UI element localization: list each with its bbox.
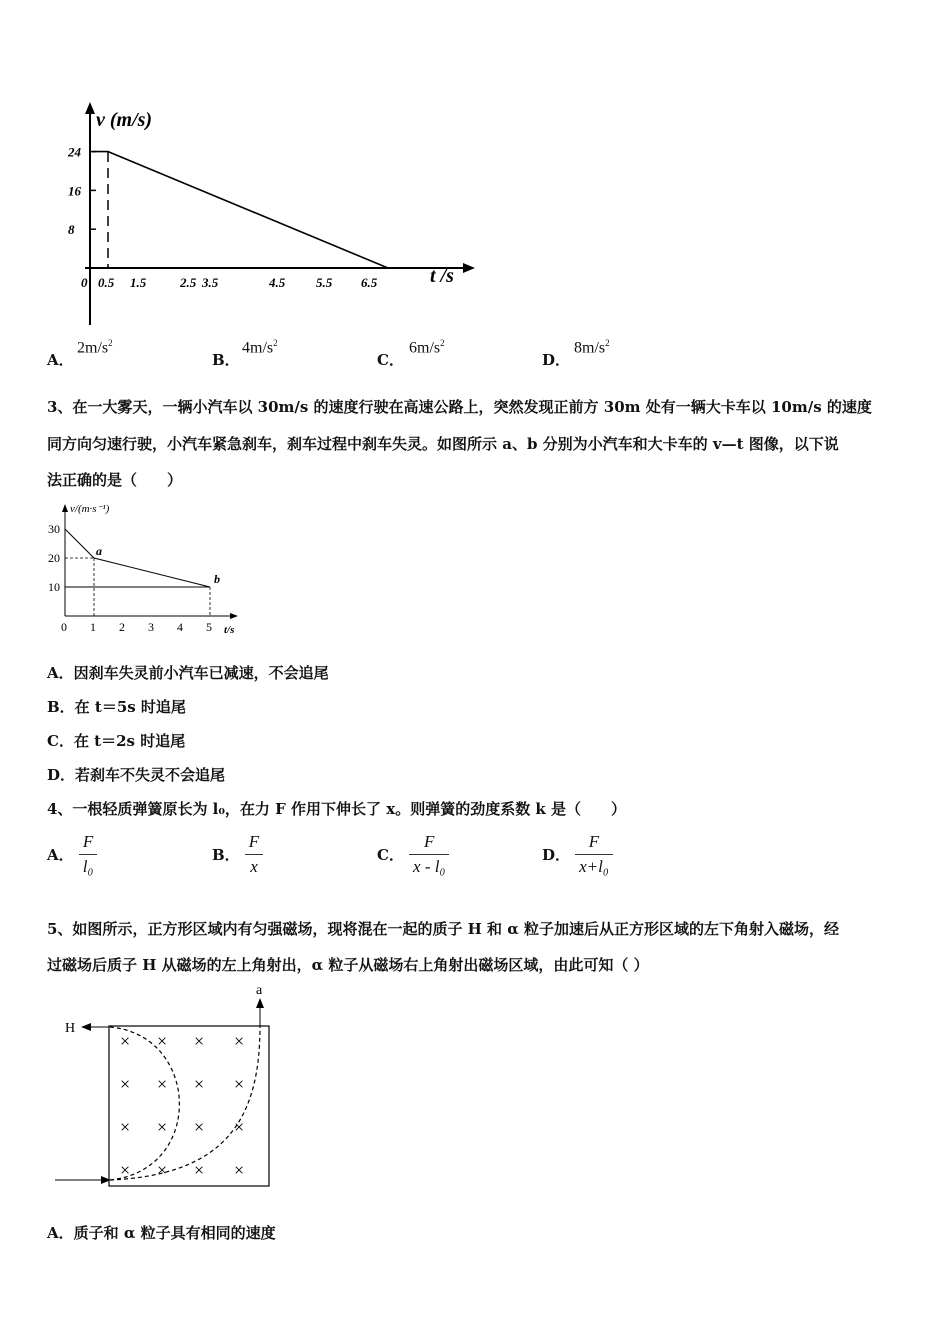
q4-option-c-fraction <box>409 832 449 877</box>
q2-option-d-value: 8m/s <box>574 339 606 357</box>
q4-option-a-den: l₀ <box>79 854 98 877</box>
chart2-xtick-label: 1 <box>90 620 96 634</box>
chart2-y-arrow <box>62 504 68 512</box>
field-cross: × <box>194 1160 205 1180</box>
field-cross: × <box>157 1117 168 1137</box>
q2-option-c-label: C． <box>377 351 404 369</box>
q3-stem-line2: 同方向匀速行驶，小汽车紧急刹车，刹车过程中刹车失灵。如图所示 a、b 分别为小汽车和大卡车的 v—t 图像，以下说 <box>47 435 839 453</box>
q4-option-c[interactable] <box>377 832 449 877</box>
q4-stem: 4、一根轻质弹簧原长为 l₀，在力 F 作用下伸长了 x。则弹簧的劲度系数 k 是（ ） <box>47 800 627 818</box>
chart1-xtick-label: 5.5 <box>316 275 333 290</box>
field-cross: × <box>120 1117 131 1137</box>
chart2-ytick-label: 10 <box>48 580 60 594</box>
q2-option-a-value: 2m/s <box>77 339 109 357</box>
q4-option-b[interactable] <box>212 832 263 877</box>
chart1-xtick-label: 1.5 <box>130 275 147 290</box>
proton-label: H <box>65 1021 76 1036</box>
alpha-exit-arrow-head <box>256 998 264 1008</box>
q2-option-a-label: A． <box>47 351 74 369</box>
chart1-xtick-label: 0.5 <box>98 275 115 290</box>
field-cross: × <box>194 1031 205 1051</box>
q4-option-b-label: B． <box>212 846 240 864</box>
field-cross: × <box>234 1117 245 1137</box>
q4-option-a-label: A． <box>47 846 74 864</box>
chart1-xtick-label: 6.5 <box>361 275 378 290</box>
chart1-ytick-label: 16 <box>68 183 81 199</box>
q2-option-d-label: D． <box>542 351 571 369</box>
chart2-xtick-label: 2 <box>119 620 125 634</box>
proton-exit-arrow-head <box>81 1023 91 1031</box>
chart2-xtick-label: 0 <box>61 620 67 634</box>
chart2-ylabel: v/(m·s⁻¹) <box>70 503 110 515</box>
q4-option-a-fraction <box>79 832 98 877</box>
q4-option-c-num: F <box>424 832 435 851</box>
chart2-xtick-label: 4 <box>177 620 183 634</box>
chart1-ylabel: v (m/s) <box>96 109 153 131</box>
q5-stem-line1: 5、如图所示，正方形区域内有匀强磁场，现将混在一起的质子 H 和 α 粒子加速后从正方形区域的左下角射入磁场，经 <box>47 920 840 938</box>
field-cross: × <box>234 1160 245 1180</box>
q2-option-b-value: 4m/s <box>242 339 274 357</box>
chart1-xtick-label: 0 <box>81 275 88 290</box>
chart1-ytick-label: 24 <box>68 144 81 160</box>
q4-option-b-fraction <box>245 832 263 877</box>
chart2-xtick-label: 5 <box>206 620 212 634</box>
field-cross: × <box>120 1074 131 1094</box>
chart-2 <box>40 498 260 643</box>
q4-option-d-den: x+l₀ <box>575 854 613 877</box>
alpha-label: a <box>256 983 263 998</box>
chart-1 <box>60 100 490 330</box>
q2-option-c-value: 6m/s <box>409 339 441 357</box>
chart2-xlabel: t/s <box>224 624 235 636</box>
q2-options <box>47 338 747 368</box>
q3-stem-line1: 3、在一大雾天，一辆小汽车以 30m/s 的速度行驶在高速公路上，突然发现正前方 30m 处有一辆大卡车以 10m/s 的速度 <box>47 398 872 416</box>
chart2-ytick-label: 30 <box>48 522 60 536</box>
chart1-x-arrow <box>463 263 475 273</box>
field-cross: × <box>234 1031 245 1051</box>
magnetic-field-diagram <box>55 980 285 1195</box>
q4-option-d-num: F <box>588 832 600 851</box>
chart2-xtick-label: 3 <box>148 620 154 634</box>
field-cross: × <box>194 1074 205 1094</box>
q4-option-a[interactable] <box>47 832 97 877</box>
q4-option-b-num: F <box>248 832 260 851</box>
field-square <box>109 1026 269 1186</box>
q3-option-a[interactable]: A．因刹车失灵前小汽车已减速，不会追尾 <box>47 664 329 682</box>
q2-option-b-exp: 2 <box>273 338 278 348</box>
chart1-xlabel: t /s <box>430 265 454 287</box>
q2-option-c-exp: 2 <box>440 338 445 348</box>
q2-option-b-label: B． <box>212 351 240 369</box>
chart1-ytick-label: 8 <box>68 222 75 238</box>
q3-option-c[interactable]: C．在 t＝2s 时追尾 <box>47 732 186 750</box>
q3-stem-line3: 法正确的是（ ） <box>47 471 183 489</box>
chart1-xtick-label: 4.5 <box>269 275 286 290</box>
q4-option-b-den: x <box>245 854 263 877</box>
field-cross: × <box>194 1117 205 1137</box>
chart1-xtick-label: 2.5 <box>180 275 197 290</box>
chart1-y-arrow <box>85 102 95 114</box>
chart2-x-arrow <box>230 613 238 619</box>
q4-option-c-label: C． <box>377 846 404 864</box>
field-cross: × <box>157 1031 168 1051</box>
q2-option-d-exp: 2 <box>605 338 610 348</box>
q3-option-d[interactable]: D．若刹车不失灵不会追尾 <box>47 766 226 784</box>
chart2-ytick-label: 20 <box>48 551 60 565</box>
q2-option-a-exp: 2 <box>108 338 113 348</box>
field-cross: × <box>120 1031 131 1051</box>
field-cross: × <box>157 1074 168 1094</box>
field-cross: × <box>120 1160 131 1180</box>
chart2-series-label: b <box>214 572 220 586</box>
q3-option-b[interactable]: B．在 t＝5s 时追尾 <box>47 698 186 716</box>
q4-option-d-fraction <box>575 832 613 877</box>
chart1-series-line <box>92 152 388 268</box>
field-cross: × <box>157 1160 168 1180</box>
q4-option-a-num: F <box>82 832 94 851</box>
q5-stem-line2: 过磁场后质子 H 从磁场的左上角射出，α 粒子从磁场右上角射出磁场区域，由此可知（ ） <box>47 956 649 974</box>
chart2-series-label: a <box>96 544 102 558</box>
q4-option-c-den: x - l₀ <box>409 854 449 877</box>
q4-option-d-label: D． <box>542 846 571 864</box>
field-cross: × <box>234 1074 245 1094</box>
q4-option-d[interactable] <box>542 832 613 877</box>
q5-option-a[interactable]: A．质子和 α 粒子具有相同的速度 <box>47 1224 276 1242</box>
chart1-xtick-label: 3.5 <box>202 275 219 290</box>
